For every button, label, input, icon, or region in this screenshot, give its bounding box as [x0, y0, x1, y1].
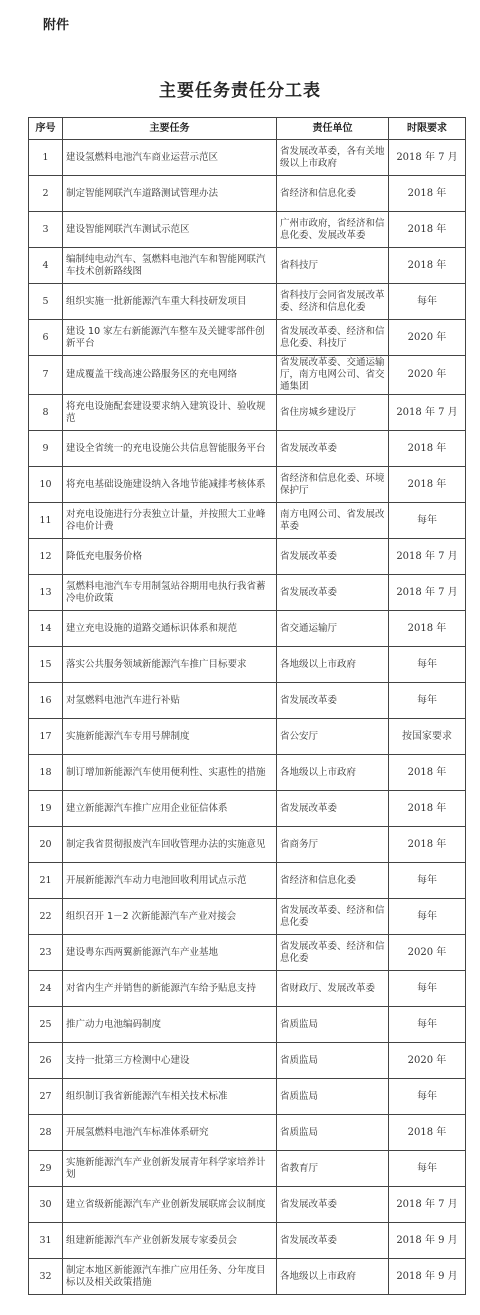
- cell-no: 19: [29, 791, 63, 827]
- cell-no: 5: [29, 284, 63, 320]
- table-row: [29, 1187, 466, 1223]
- table-row: [29, 248, 466, 284]
- cell-deadline: 每年: [389, 1079, 466, 1115]
- cell-task: 实施新能源汽车专用号牌制度: [63, 719, 277, 755]
- table-row: [29, 899, 466, 935]
- cell-unit: 省经济和信息化委: [277, 176, 389, 212]
- cell-deadline: 2018 年 9 月: [389, 1259, 466, 1295]
- cell-task: 制定智能网联汽车道路测试管理办法: [63, 176, 277, 212]
- cell-unit: 省科技厅会同省发展改革委、经济和信息化委: [277, 284, 389, 320]
- cell-no: 12: [29, 539, 63, 575]
- table-row: [29, 1259, 466, 1295]
- table-row: [29, 827, 466, 863]
- cell-task: 实施新能源汽车产业创新发展青年科学家培养计划: [63, 1151, 277, 1187]
- table-row: [29, 431, 466, 467]
- cell-unit: 省发展改革委、交通运输厅，南方电网公司、省交通集团: [277, 356, 389, 395]
- table-row: [29, 935, 466, 971]
- cell-unit: 省发展改革委: [277, 575, 389, 611]
- table-row: [29, 1223, 466, 1259]
- cell-unit: 各地级以上市政府: [277, 755, 389, 791]
- table-header-row: [29, 118, 466, 140]
- cell-no: 18: [29, 755, 63, 791]
- cell-deadline: 2020 年: [389, 1043, 466, 1079]
- cell-no: 10: [29, 467, 63, 503]
- cell-task: 将充电设施配套建设要求纳入建筑设计、验收规范: [63, 395, 277, 431]
- header-deadline: 时限要求: [389, 118, 466, 140]
- cell-unit: 省质监局: [277, 1043, 389, 1079]
- cell-deadline: 每年: [389, 683, 466, 719]
- cell-task: 将充电基础设施建设纳入各地节能减排考核体系: [63, 467, 277, 503]
- cell-unit: 省发展改革委: [277, 431, 389, 467]
- table-row: [29, 611, 466, 647]
- cell-no: 32: [29, 1259, 63, 1295]
- cell-deadline: 每年: [389, 503, 466, 539]
- table-row: [29, 1043, 466, 1079]
- cell-task: 开展氢燃料电池汽车标准体系研究: [63, 1115, 277, 1151]
- table-row: [29, 1079, 466, 1115]
- cell-unit: 省教育厅: [277, 1151, 389, 1187]
- page-title: 主要任务责任分工表: [159, 81, 321, 101]
- cell-deadline: 每年: [389, 284, 466, 320]
- header-unit: 责任单位: [277, 118, 389, 140]
- table-row: [29, 320, 466, 356]
- cell-unit: 省发展改革委: [277, 1187, 389, 1223]
- cell-deadline: 2018 年 7 月: [389, 140, 466, 176]
- cell-deadline: 2020 年: [389, 935, 466, 971]
- cell-deadline: 2018 年: [389, 176, 466, 212]
- cell-unit: 省经济和信息化委: [277, 863, 389, 899]
- cell-no: 7: [29, 356, 63, 395]
- cell-unit: 省发展改革委，各有关地级以上市政府: [277, 140, 389, 176]
- cell-deadline: 按国家要求: [389, 719, 466, 755]
- table-row: [29, 467, 466, 503]
- cell-no: 23: [29, 935, 63, 971]
- cell-deadline: 2018 年: [389, 1115, 466, 1151]
- cell-deadline: 2018 年: [389, 212, 466, 248]
- cell-no: 26: [29, 1043, 63, 1079]
- cell-deadline: 2018 年: [389, 431, 466, 467]
- cell-task: 建立省级新能源汽车产业创新发展联席会议制度: [63, 1187, 277, 1223]
- cell-unit: 省财政厅、发展改革委: [277, 971, 389, 1007]
- task-table: [28, 117, 466, 1295]
- cell-task: 建立新能源汽车推广应用企业征信体系: [63, 791, 277, 827]
- cell-unit: 省质监局: [277, 1115, 389, 1151]
- table-row: [29, 1151, 466, 1187]
- cell-task: 制定本地区新能源汽车推广应用任务、分年度目标以及相关政策措施: [63, 1259, 277, 1295]
- cell-no: 16: [29, 683, 63, 719]
- table-row: [29, 1115, 466, 1151]
- attachment-label: 附件: [43, 18, 70, 33]
- cell-deadline: 2018 年 9 月: [389, 1223, 466, 1259]
- cell-task: 制定我省贯彻报废汽车回收管理办法的实施意见: [63, 827, 277, 863]
- cell-deadline: 2018 年 7 月: [389, 395, 466, 431]
- header-no: 序号: [29, 118, 63, 140]
- cell-deadline: 2018 年 7 月: [389, 1187, 466, 1223]
- cell-unit: 省公安厅: [277, 719, 389, 755]
- cell-no: 25: [29, 1007, 63, 1043]
- cell-task: 降低充电服务价格: [63, 539, 277, 575]
- cell-no: 4: [29, 248, 63, 284]
- cell-task: 组织召开 1－2 次新能源汽车产业对接会: [63, 899, 277, 935]
- cell-unit: 南方电网公司、省发展改革委: [277, 503, 389, 539]
- cell-unit: 各地级以上市政府: [277, 1259, 389, 1295]
- cell-no: 14: [29, 611, 63, 647]
- cell-no: 8: [29, 395, 63, 431]
- cell-no: 9: [29, 431, 63, 467]
- cell-unit: 省发展改革委、经济和信息化委、科技厅: [277, 320, 389, 356]
- cell-no: 31: [29, 1223, 63, 1259]
- cell-task: 对充电设施进行分表独立计量，并按照大工业峰谷电价计费: [63, 503, 277, 539]
- cell-unit: 省住房城乡建设厅: [277, 395, 389, 431]
- cell-task: 组建新能源汽车产业创新发展专家委员会: [63, 1223, 277, 1259]
- cell-task: 建设 10 家左右新能源汽车整车及关键零部件创新平台: [63, 320, 277, 356]
- cell-deadline: 每年: [389, 899, 466, 935]
- table-row: [29, 539, 466, 575]
- cell-no: 27: [29, 1079, 63, 1115]
- cell-unit: 省经济和信息化委、环境保护厅: [277, 467, 389, 503]
- cell-task: 对氢燃料电池汽车进行补贴: [63, 683, 277, 719]
- cell-deadline: 2020 年: [389, 320, 466, 356]
- cell-unit: 省发展改革委、经济和信息化委: [277, 935, 389, 971]
- cell-task: 组织制订我省新能源汽车相关技术标准: [63, 1079, 277, 1115]
- cell-task: 建设智能网联汽车测试示范区: [63, 212, 277, 248]
- cell-task: 支持一批第三方检测中心建设: [63, 1043, 277, 1079]
- cell-deadline: 2018 年: [389, 611, 466, 647]
- cell-deadline: 2020 年: [389, 356, 466, 395]
- cell-unit: 省发展改革委: [277, 791, 389, 827]
- table-row: [29, 395, 466, 431]
- cell-no: 2: [29, 176, 63, 212]
- cell-no: 15: [29, 647, 63, 683]
- cell-deadline: 2018 年: [389, 827, 466, 863]
- cell-deadline: 每年: [389, 863, 466, 899]
- table-row: [29, 791, 466, 827]
- cell-deadline: 2018 年: [389, 248, 466, 284]
- table-row: [29, 356, 466, 395]
- cell-no: 21: [29, 863, 63, 899]
- cell-task: 建成覆盖干线高速公路服务区的充电网络: [63, 356, 277, 395]
- table-row: [29, 503, 466, 539]
- table-row: [29, 284, 466, 320]
- table-row: [29, 212, 466, 248]
- cell-unit: 广州市政府，省经济和信息化委、发展改革委: [277, 212, 389, 248]
- table-row: [29, 176, 466, 212]
- cell-task: 组织实施一批新能源汽车重大科技研发项目: [63, 284, 277, 320]
- cell-deadline: 每年: [389, 1151, 466, 1187]
- cell-no: 6: [29, 320, 63, 356]
- header-task: 主要任务: [63, 118, 277, 140]
- cell-no: 24: [29, 971, 63, 1007]
- cell-deadline: 每年: [389, 971, 466, 1007]
- cell-deadline: 每年: [389, 1007, 466, 1043]
- cell-task: 落实公共服务领域新能源汽车推广目标要求: [63, 647, 277, 683]
- cell-no: 20: [29, 827, 63, 863]
- cell-deadline: 2018 年 7 月: [389, 575, 466, 611]
- cell-unit: 省交通运输厅: [277, 611, 389, 647]
- cell-unit: 省发展改革委: [277, 539, 389, 575]
- cell-no: 11: [29, 503, 63, 539]
- cell-no: 3: [29, 212, 63, 248]
- cell-deadline: 2018 年 7 月: [389, 539, 466, 575]
- table-row: [29, 140, 466, 176]
- cell-deadline: 2018 年: [389, 791, 466, 827]
- cell-task: 建设全省统一的充电设施公共信息智能服务平台: [63, 431, 277, 467]
- cell-deadline: 每年: [389, 647, 466, 683]
- table-row: [29, 971, 466, 1007]
- cell-task: 建立充电设施的道路交通标识体系和规范: [63, 611, 277, 647]
- cell-deadline: 2018 年: [389, 755, 466, 791]
- cell-no: 17: [29, 719, 63, 755]
- cell-unit: 省发展改革委: [277, 1223, 389, 1259]
- table-row: [29, 647, 466, 683]
- table-row: [29, 575, 466, 611]
- table-row: [29, 719, 466, 755]
- cell-unit: 省商务厅: [277, 827, 389, 863]
- table-body: [29, 140, 466, 1295]
- cell-unit: 省发展改革委、经济和信息化委: [277, 899, 389, 935]
- cell-no: 28: [29, 1115, 63, 1151]
- cell-unit: 各地级以上市政府: [277, 647, 389, 683]
- cell-unit: 省质监局: [277, 1079, 389, 1115]
- cell-task: 制订增加新能源汽车使用便利性、实惠性的措施: [63, 755, 277, 791]
- cell-task: 开展新能源汽车动力电池回收利用试点示范: [63, 863, 277, 899]
- cell-task: 建设粤东西两翼新能源汽车产业基地: [63, 935, 277, 971]
- cell-deadline: 2018 年: [389, 467, 466, 503]
- cell-no: 1: [29, 140, 63, 176]
- cell-task: 氢燃料电池汽车专用制氢站谷期用电执行我省蓄冷电价政策: [63, 575, 277, 611]
- cell-no: 30: [29, 1187, 63, 1223]
- cell-task: 对省内生产并销售的新能源汽车给予贴息支持: [63, 971, 277, 1007]
- cell-no: 29: [29, 1151, 63, 1187]
- table-row: [29, 1007, 466, 1043]
- table-row: [29, 683, 466, 719]
- cell-unit: 省科技厅: [277, 248, 389, 284]
- cell-task: 推广动力电池编码制度: [63, 1007, 277, 1043]
- cell-unit: 省发展改革委: [277, 683, 389, 719]
- table-row: [29, 755, 466, 791]
- cell-unit: 省质监局: [277, 1007, 389, 1043]
- cell-no: 22: [29, 899, 63, 935]
- cell-task: 编制纯电动汽车、氢燃料电池汽车和智能网联汽车技术创新路线图: [63, 248, 277, 284]
- cell-no: 13: [29, 575, 63, 611]
- cell-task: 建设氢燃料电池汽车商业运营示范区: [63, 140, 277, 176]
- table-row: [29, 863, 466, 899]
